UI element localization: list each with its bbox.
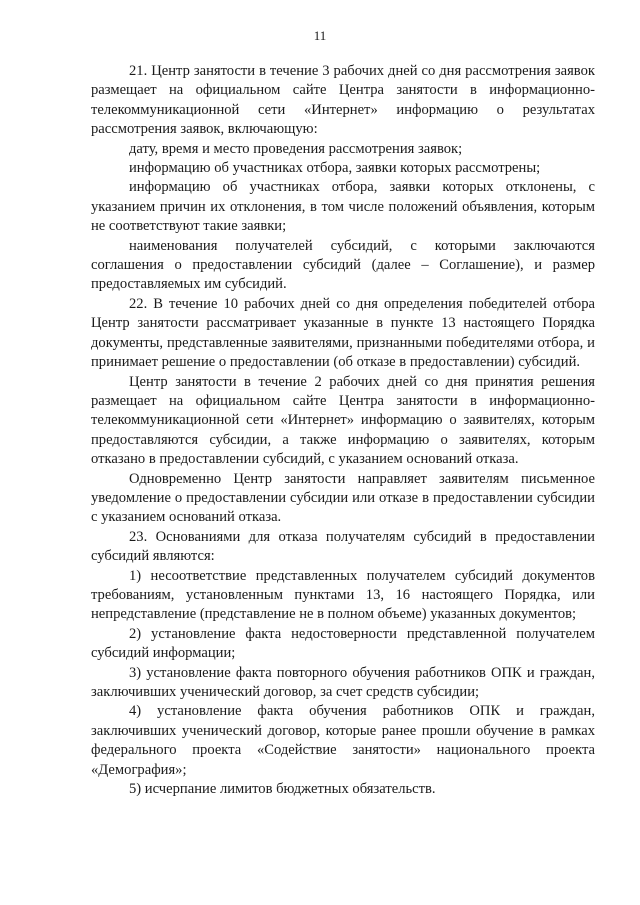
paragraph-list-item: информацию об участниках отбора, заявки которых рассмотрены; (129, 160, 541, 177)
paragraph-list-item: 5) исчерпание лимитов бюджетных обязательств. (129, 781, 436, 798)
paragraph-21: 21. Центр занятости в течение 3 рабочих дней со дня рассмотрения заявок размещает на официальном сайте Центра занятости в информационно-телекоммуникационной сети «Интернет» информацию о результатах рассмотрения заявок, включающую: (91, 63, 595, 138)
paragraph: Одновременно Центр занятости направляет заявителям письменное уведомление о предоставлении субсидии или отказе в предоставлении субсидии с указанием оснований отказа. (91, 470, 595, 526)
page-number: 11 (313, 28, 327, 43)
paragraph-list-item: 1) несоответствие представленных получателем субсидий документов требованиям, установленным пунктами 13, 16 настоящего Порядка, или непредставление (представление не в полном объеме) указанных документов; (91, 567, 595, 623)
paragraph: Центр занятости в течение 2 рабочих дней со дня принятия решения размещает на официальном сайте Центра занятости в информационно-телекоммуникационной сети «Интернет» информацию о заявителях, которым предоставляются субсидии, а также информацию о заявителях, которым отказано в предоставлении субсидий, с указанием оснований отказа. (91, 373, 595, 468)
paragraph-23: 23. Основаниями для отказа получателям субсидий в предоставлении субсидий являются: (91, 528, 595, 565)
paragraph-list-item: 4) установление факта обучения работников ОПК и граждан, заключивших ученический договор, которые ранее прошли обучение в рамках федерального проекта «Содействие занятости» национального проекта «Демография»; (91, 703, 595, 778)
paragraph-list-item: дату, время и место проведения рассмотрения заявок; (129, 140, 463, 157)
paragraph-list-item: наименования получателей субсидий, с которыми заключаются соглашения о предоставлении субсидий (далее – Соглашение), и размер предоставляемых им субсидий. (91, 237, 595, 293)
paragraph-list-item: 3) установление факта повторного обучения работников ОПК и граждан, заключивших ученический договор, за счет средств субсидии; (91, 664, 595, 700)
document-body (91, 62, 595, 799)
paragraph-list-item: информацию об участниках отбора, заявки которых отклонены, с указанием причин их отклонения, в том числе положений объявления, которым не соответствуют такие заявки; (91, 179, 595, 235)
paragraph-22: 22. В течение 10 рабочих дней со дня определения победителей отбора Центр занятости рассматривает указанные в пункте 13 настоящего Порядка документы, представленные заявителями, признанными победителями отбора, и принимает решение о предоставлении (об отказе в предоставлении) субсидий. (91, 295, 595, 371)
paragraph-list-item: 2) установление факта недостоверности представленной получателем субсидий информации; (91, 625, 595, 662)
